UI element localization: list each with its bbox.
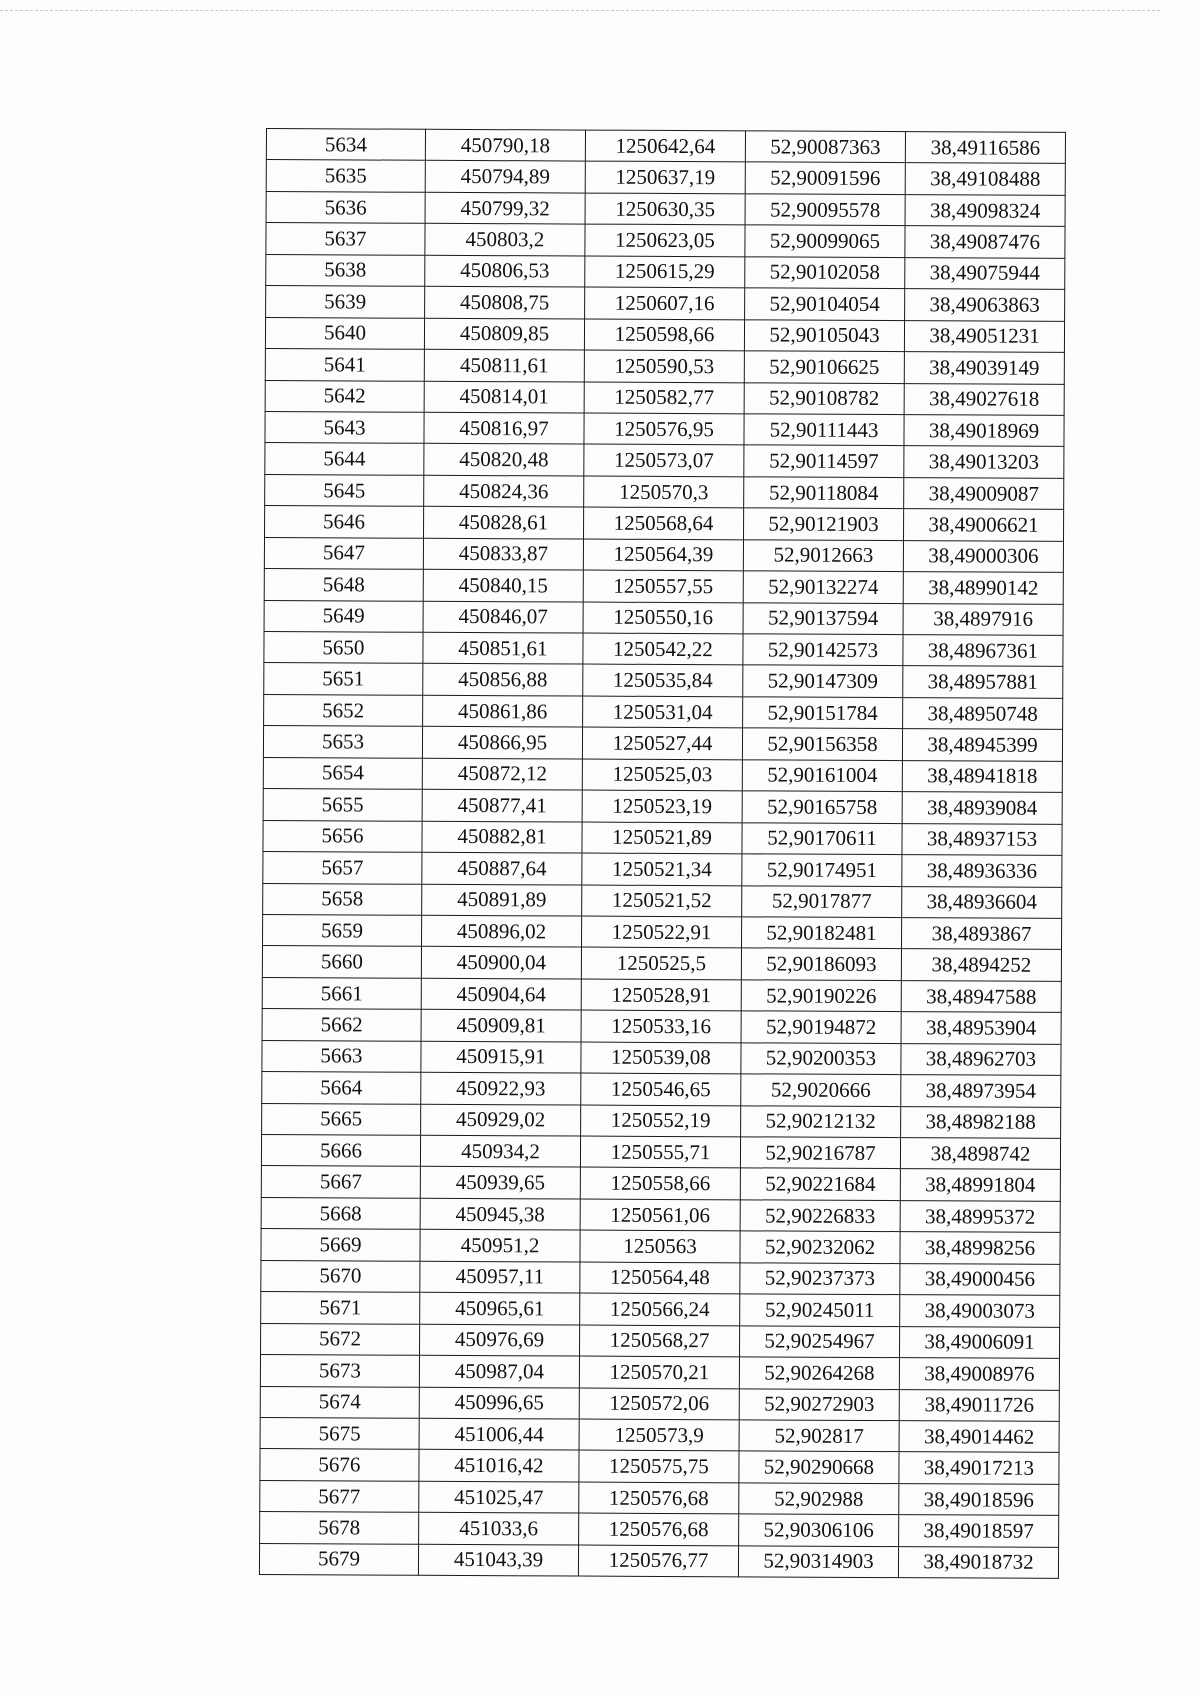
point-number-cell: 5637 — [266, 223, 425, 255]
y-coordinate-cell: 1250576,68 — [579, 1513, 739, 1545]
longitude-cell: 38,49018732 — [898, 1546, 1058, 1578]
y-coordinate-cell: 1250531,04 — [583, 696, 743, 728]
longitude-cell: 38,4897916 — [903, 603, 1063, 635]
table-row — [263, 789, 1062, 824]
x-coordinate-cell: 450976,69 — [420, 1324, 580, 1356]
y-coordinate-cell: 1250598,66 — [584, 319, 744, 351]
y-coordinate-cell: 1250570,3 — [584, 476, 744, 508]
point-number-cell: 5643 — [265, 411, 424, 443]
table-row — [264, 631, 1063, 666]
y-coordinate-cell: 1250525,5 — [581, 947, 741, 979]
longitude-cell: 38,49018969 — [904, 415, 1064, 447]
x-coordinate-cell: 450904,64 — [421, 978, 581, 1010]
longitude-cell: 38,49018597 — [899, 1515, 1059, 1547]
longitude-cell: 38,49018596 — [899, 1483, 1059, 1515]
table-row — [262, 1103, 1061, 1138]
x-coordinate-cell: 450856,88 — [423, 664, 583, 696]
scan-artifact-line — [0, 10, 1160, 11]
table-row — [266, 223, 1065, 258]
point-number-cell: 5636 — [266, 191, 425, 223]
latitude-cell: 52,90091596 — [745, 162, 905, 194]
latitude-cell: 52,90114597 — [744, 445, 904, 477]
x-coordinate-cell: 450939,65 — [420, 1167, 580, 1199]
y-coordinate-cell: 1250533,16 — [581, 1010, 741, 1042]
latitude-cell: 52,90314903 — [738, 1546, 898, 1578]
longitude-cell: 38,48973954 — [901, 1075, 1061, 1107]
latitude-cell: 52,90111443 — [744, 414, 904, 446]
longitude-cell: 38,49000306 — [903, 540, 1063, 572]
y-coordinate-cell: 1250623,05 — [585, 224, 745, 256]
table-row — [266, 129, 1065, 164]
point-number-cell: 5666 — [261, 1134, 420, 1166]
x-coordinate-cell: 450965,61 — [420, 1292, 580, 1324]
x-coordinate-cell: 450929,02 — [421, 1104, 581, 1136]
latitude-cell: 52,90170611 — [742, 822, 902, 854]
y-coordinate-cell: 1250546,65 — [581, 1073, 741, 1105]
table-row — [266, 160, 1065, 195]
y-coordinate-cell: 1250576,95 — [584, 413, 744, 445]
table-row — [261, 1229, 1060, 1264]
y-coordinate-cell: 1250523,19 — [582, 790, 742, 822]
x-coordinate-cell: 450887,64 — [422, 852, 582, 884]
x-coordinate-cell: 450803,2 — [425, 224, 585, 256]
longitude-cell: 38,49013203 — [904, 446, 1064, 478]
point-number-cell: 5663 — [262, 1040, 421, 1072]
x-coordinate-cell: 450882,81 — [422, 821, 582, 853]
table-row — [263, 757, 1062, 792]
latitude-cell: 52,90106625 — [744, 351, 904, 383]
y-coordinate-cell: 1250572,06 — [579, 1388, 739, 1420]
table-row — [263, 883, 1062, 918]
table-row — [261, 1323, 1060, 1358]
point-number-cell: 5646 — [265, 506, 424, 538]
x-coordinate-cell: 450896,02 — [422, 915, 582, 947]
y-coordinate-cell: 1250558,66 — [580, 1167, 740, 1199]
point-number-cell: 5635 — [266, 160, 425, 192]
longitude-cell: 38,48998256 — [900, 1232, 1060, 1264]
table-row — [261, 1260, 1060, 1295]
latitude-cell: 52,90147309 — [743, 665, 903, 697]
point-number-cell: 5634 — [266, 129, 425, 161]
table-row — [265, 317, 1064, 352]
latitude-cell: 52,90290668 — [739, 1451, 899, 1483]
point-number-cell: 5679 — [259, 1543, 418, 1575]
longitude-cell: 38,48982188 — [901, 1106, 1061, 1138]
x-coordinate-cell: 451043,39 — [418, 1544, 578, 1576]
latitude-cell: 52,90254967 — [740, 1325, 900, 1357]
y-coordinate-cell: 1250570,21 — [579, 1356, 739, 1388]
latitude-cell: 52,90212132 — [741, 1105, 901, 1137]
x-coordinate-cell: 450790,18 — [425, 129, 585, 161]
point-number-cell: 5672 — [261, 1323, 420, 1355]
longitude-cell: 38,48991804 — [900, 1169, 1060, 1201]
longitude-cell: 38,49027618 — [904, 383, 1064, 415]
longitude-cell: 38,49108488 — [905, 163, 1065, 195]
x-coordinate-cell: 450934,2 — [420, 1135, 580, 1167]
y-coordinate-cell: 1250573,9 — [579, 1419, 739, 1451]
latitude-cell: 52,90087363 — [745, 131, 905, 163]
y-coordinate-cell: 1250576,68 — [579, 1482, 739, 1514]
latitude-cell: 52,90105043 — [744, 319, 904, 351]
longitude-cell: 38,48953904 — [901, 1012, 1061, 1044]
table-row — [262, 1072, 1061, 1107]
latitude-cell: 52,90232062 — [740, 1231, 900, 1263]
y-coordinate-cell: 1250576,77 — [578, 1545, 738, 1577]
longitude-cell: 38,49098324 — [905, 194, 1065, 226]
y-coordinate-cell: 1250566,24 — [580, 1293, 740, 1325]
table-row — [264, 663, 1063, 698]
table-row — [260, 1480, 1059, 1515]
table-row — [260, 1355, 1059, 1390]
y-coordinate-cell: 1250550,16 — [583, 602, 743, 634]
latitude-cell: 52,9020666 — [741, 1074, 901, 1106]
y-coordinate-cell: 1250575,75 — [579, 1450, 739, 1482]
latitude-cell: 52,90190226 — [741, 980, 901, 1012]
latitude-cell: 52,90121903 — [743, 508, 903, 540]
table-row — [263, 852, 1062, 887]
point-number-cell: 5664 — [262, 1072, 421, 1104]
y-coordinate-cell: 1250630,35 — [585, 193, 745, 225]
latitude-cell: 52,90118084 — [744, 477, 904, 509]
table-row — [264, 537, 1063, 572]
x-coordinate-cell: 451006,44 — [419, 1418, 579, 1450]
table-row — [260, 1449, 1059, 1484]
y-coordinate-cell: 1250582,77 — [584, 382, 744, 414]
x-coordinate-cell: 450900,04 — [421, 947, 581, 979]
x-coordinate-cell: 450816,97 — [424, 412, 584, 444]
point-number-cell: 5669 — [261, 1229, 420, 1261]
longitude-cell: 38,49000456 — [900, 1263, 1060, 1295]
y-coordinate-cell: 1250542,22 — [583, 633, 743, 665]
y-coordinate-cell: 1250521,34 — [582, 853, 742, 885]
coordinates-table-body — [259, 129, 1065, 1579]
longitude-cell: 38,48936604 — [902, 886, 1062, 918]
latitude-cell: 52,90186093 — [741, 948, 901, 980]
latitude-cell: 52,90194872 — [741, 1011, 901, 1043]
longitude-cell: 38,49008976 — [899, 1358, 1059, 1390]
latitude-cell: 52,90216787 — [740, 1137, 900, 1169]
longitude-cell: 38,49009087 — [904, 477, 1064, 509]
y-coordinate-cell: 1250564,48 — [580, 1262, 740, 1294]
table-row — [262, 1040, 1061, 1075]
x-coordinate-cell: 451016,42 — [419, 1450, 579, 1482]
point-number-cell: 5644 — [265, 443, 424, 475]
point-number-cell: 5639 — [266, 286, 425, 318]
latitude-cell: 52,90237373 — [740, 1263, 900, 1295]
point-number-cell: 5660 — [262, 946, 421, 978]
point-number-cell: 5659 — [263, 914, 422, 946]
latitude-cell: 52,90102058 — [745, 257, 905, 289]
point-number-cell: 5668 — [261, 1197, 420, 1229]
longitude-cell: 38,49006621 — [903, 509, 1063, 541]
point-number-cell: 5655 — [263, 789, 422, 821]
longitude-cell: 38,49063863 — [905, 289, 1065, 321]
y-coordinate-cell: 1250561,06 — [580, 1199, 740, 1231]
table-row — [262, 946, 1061, 981]
table-row — [260, 1386, 1059, 1421]
y-coordinate-cell: 1250527,44 — [582, 727, 742, 759]
latitude-cell: 52,90306106 — [739, 1514, 899, 1546]
longitude-cell: 38,48937153 — [902, 823, 1062, 855]
point-number-cell: 5649 — [264, 600, 423, 632]
y-coordinate-cell: 1250568,64 — [583, 507, 743, 539]
point-number-cell: 5671 — [261, 1292, 420, 1324]
latitude-cell: 52,902817 — [739, 1420, 899, 1452]
point-number-cell: 5648 — [264, 569, 423, 601]
latitude-cell: 52,90108782 — [744, 382, 904, 414]
latitude-cell: 52,90226833 — [740, 1200, 900, 1232]
longitude-cell: 38,49014462 — [899, 1421, 1059, 1453]
x-coordinate-cell: 450833,87 — [423, 538, 583, 570]
longitude-cell: 38,49017213 — [899, 1452, 1059, 1484]
longitude-cell: 38,48945399 — [902, 729, 1062, 761]
table-row — [265, 443, 1064, 478]
y-coordinate-cell: 1250521,89 — [582, 822, 742, 854]
table-row — [265, 349, 1064, 384]
table-row — [266, 191, 1065, 226]
point-number-cell: 5673 — [260, 1355, 419, 1387]
y-coordinate-cell: 1250564,39 — [583, 539, 743, 571]
latitude-cell: 52,90182481 — [741, 917, 901, 949]
table-row — [262, 977, 1061, 1012]
latitude-cell: 52,90156358 — [742, 728, 902, 760]
table-row — [266, 254, 1065, 289]
table-row — [262, 1009, 1061, 1044]
point-number-cell: 5642 — [265, 380, 424, 412]
y-coordinate-cell: 1250557,55 — [583, 570, 743, 602]
table-row — [259, 1543, 1058, 1578]
x-coordinate-cell: 451033,6 — [419, 1513, 579, 1545]
latitude-cell: 52,90104054 — [745, 288, 905, 320]
point-number-cell: 5641 — [265, 349, 424, 381]
y-coordinate-cell: 1250568,27 — [580, 1325, 740, 1357]
latitude-cell: 52,90264268 — [739, 1357, 899, 1389]
y-coordinate-cell: 1250521,52 — [582, 885, 742, 917]
longitude-cell: 38,49075944 — [905, 257, 1065, 289]
x-coordinate-cell: 450851,61 — [423, 632, 583, 664]
y-coordinate-cell: 1250573,07 — [584, 444, 744, 476]
table-row — [263, 914, 1062, 949]
table-row — [261, 1197, 1060, 1232]
table-row — [264, 600, 1063, 635]
x-coordinate-cell: 450909,81 — [421, 1010, 581, 1042]
point-number-cell: 5652 — [264, 694, 423, 726]
longitude-cell: 38,49116586 — [905, 132, 1065, 164]
latitude-cell: 52,90272903 — [739, 1388, 899, 1420]
latitude-cell: 52,90137594 — [743, 602, 903, 634]
longitude-cell: 38,48947588 — [901, 980, 1061, 1012]
table-row — [260, 1417, 1059, 1452]
point-number-cell: 5675 — [260, 1417, 419, 1449]
x-coordinate-cell: 450987,04 — [419, 1355, 579, 1387]
x-coordinate-cell: 450945,38 — [420, 1198, 580, 1230]
table-row — [264, 569, 1063, 604]
latitude-cell: 52,90245011 — [740, 1294, 900, 1326]
x-coordinate-cell: 450922,93 — [421, 1072, 581, 1104]
x-coordinate-cell: 450866,95 — [422, 727, 582, 759]
x-coordinate-cell: 450828,61 — [423, 507, 583, 539]
longitude-cell: 38,48962703 — [901, 1043, 1061, 1075]
table-row — [265, 380, 1064, 415]
x-coordinate-cell: 450806,53 — [425, 255, 585, 287]
longitude-cell: 38,48936336 — [902, 855, 1062, 887]
x-coordinate-cell: 450915,91 — [421, 1041, 581, 1073]
table-row — [265, 474, 1064, 509]
x-coordinate-cell: 450808,75 — [425, 286, 585, 318]
x-coordinate-cell: 450877,41 — [422, 789, 582, 821]
point-number-cell: 5665 — [262, 1103, 421, 1135]
point-number-cell: 5653 — [263, 726, 422, 758]
longitude-cell: 38,4894252 — [901, 949, 1061, 981]
x-coordinate-cell: 450840,15 — [423, 569, 583, 601]
table-row — [264, 694, 1063, 729]
x-coordinate-cell: 450951,2 — [420, 1230, 580, 1262]
table-row — [265, 411, 1064, 446]
point-number-cell: 5667 — [261, 1166, 420, 1198]
coordinates-table — [259, 128, 1066, 1579]
point-number-cell: 5640 — [265, 317, 424, 349]
point-number-cell: 5676 — [260, 1449, 419, 1481]
y-coordinate-cell: 1250525,03 — [582, 759, 742, 791]
point-number-cell: 5670 — [261, 1260, 420, 1292]
longitude-cell: 38,48950748 — [903, 697, 1063, 729]
latitude-cell: 52,90174951 — [742, 854, 902, 886]
y-coordinate-cell: 1250552,19 — [581, 1105, 741, 1137]
latitude-cell: 52,90132274 — [743, 571, 903, 603]
longitude-cell: 38,48990142 — [903, 572, 1063, 604]
latitude-cell: 52,902988 — [739, 1483, 899, 1515]
table-row — [263, 726, 1062, 761]
latitude-cell: 52,90151784 — [743, 697, 903, 729]
x-coordinate-cell: 450996,65 — [419, 1387, 579, 1419]
y-coordinate-cell: 1250535,84 — [583, 664, 743, 696]
table-row — [261, 1134, 1060, 1169]
point-number-cell: 5658 — [263, 883, 422, 915]
latitude-cell: 52,9012663 — [743, 540, 903, 572]
x-coordinate-cell: 450872,12 — [422, 758, 582, 790]
point-number-cell: 5674 — [260, 1386, 419, 1418]
latitude-cell: 52,9017877 — [742, 885, 902, 917]
longitude-cell: 38,4893867 — [901, 918, 1061, 950]
y-coordinate-cell: 1250607,16 — [585, 287, 745, 319]
latitude-cell: 52,90161004 — [742, 760, 902, 792]
latitude-cell: 52,90099065 — [745, 225, 905, 257]
y-coordinate-cell: 1250528,91 — [581, 979, 741, 1011]
point-number-cell: 5645 — [265, 474, 424, 506]
y-coordinate-cell: 1250642,64 — [585, 130, 745, 162]
point-number-cell: 5661 — [262, 977, 421, 1009]
table-row — [265, 506, 1064, 541]
longitude-cell: 38,49006091 — [899, 1326, 1059, 1358]
y-coordinate-cell: 1250555,71 — [580, 1136, 740, 1168]
longitude-cell: 38,48957881 — [903, 666, 1063, 698]
point-number-cell: 5654 — [263, 757, 422, 789]
table-row — [260, 1512, 1059, 1547]
latitude-cell: 52,90221684 — [740, 1168, 900, 1200]
longitude-cell: 38,4898742 — [900, 1138, 1060, 1170]
latitude-cell: 52,90165758 — [742, 791, 902, 823]
x-coordinate-cell: 450794,89 — [425, 161, 585, 193]
y-coordinate-cell: 1250563 — [580, 1230, 740, 1262]
x-coordinate-cell: 450891,89 — [422, 884, 582, 916]
point-number-cell: 5647 — [264, 537, 423, 569]
point-number-cell: 5678 — [260, 1512, 419, 1544]
latitude-cell: 52,90095578 — [745, 194, 905, 226]
y-coordinate-cell: 1250637,19 — [585, 161, 745, 193]
table-row — [261, 1166, 1060, 1201]
point-number-cell: 5662 — [262, 1009, 421, 1041]
longitude-cell: 38,49051231 — [904, 320, 1064, 352]
point-number-cell: 5651 — [264, 663, 423, 695]
y-coordinate-cell: 1250522,91 — [581, 916, 741, 948]
table-row — [261, 1292, 1060, 1327]
x-coordinate-cell: 450957,11 — [420, 1261, 580, 1293]
latitude-cell: 52,90200353 — [741, 1043, 901, 1075]
latitude-cell: 52,90142573 — [743, 634, 903, 666]
x-coordinate-cell: 450861,86 — [423, 695, 583, 727]
point-number-cell: 5638 — [266, 254, 425, 286]
x-coordinate-cell: 450824,36 — [424, 475, 584, 507]
point-number-cell: 5657 — [263, 852, 422, 884]
point-number-cell: 5650 — [264, 631, 423, 663]
x-coordinate-cell: 450809,85 — [424, 318, 584, 350]
longitude-cell: 38,49039149 — [904, 352, 1064, 384]
x-coordinate-cell: 450814,01 — [424, 381, 584, 413]
longitude-cell: 38,48995372 — [900, 1200, 1060, 1232]
x-coordinate-cell: 451025,47 — [419, 1481, 579, 1513]
y-coordinate-cell: 1250615,29 — [585, 256, 745, 288]
y-coordinate-cell: 1250590,53 — [584, 350, 744, 382]
x-coordinate-cell: 450846,07 — [423, 601, 583, 633]
table-row — [266, 286, 1065, 321]
longitude-cell: 38,48939084 — [902, 792, 1062, 824]
x-coordinate-cell: 450811,61 — [424, 349, 584, 381]
longitude-cell: 38,49011726 — [899, 1389, 1059, 1421]
x-coordinate-cell: 450799,32 — [425, 192, 585, 224]
point-number-cell: 5656 — [263, 820, 422, 852]
point-number-cell: 5677 — [260, 1480, 419, 1512]
longitude-cell: 38,48941818 — [902, 760, 1062, 792]
x-coordinate-cell: 450820,48 — [424, 444, 584, 476]
longitude-cell: 38,49003073 — [900, 1295, 1060, 1327]
longitude-cell: 38,49087476 — [905, 226, 1065, 258]
y-coordinate-cell: 1250539,08 — [581, 1042, 741, 1074]
longitude-cell: 38,48967361 — [903, 635, 1063, 667]
table-row — [263, 820, 1062, 855]
